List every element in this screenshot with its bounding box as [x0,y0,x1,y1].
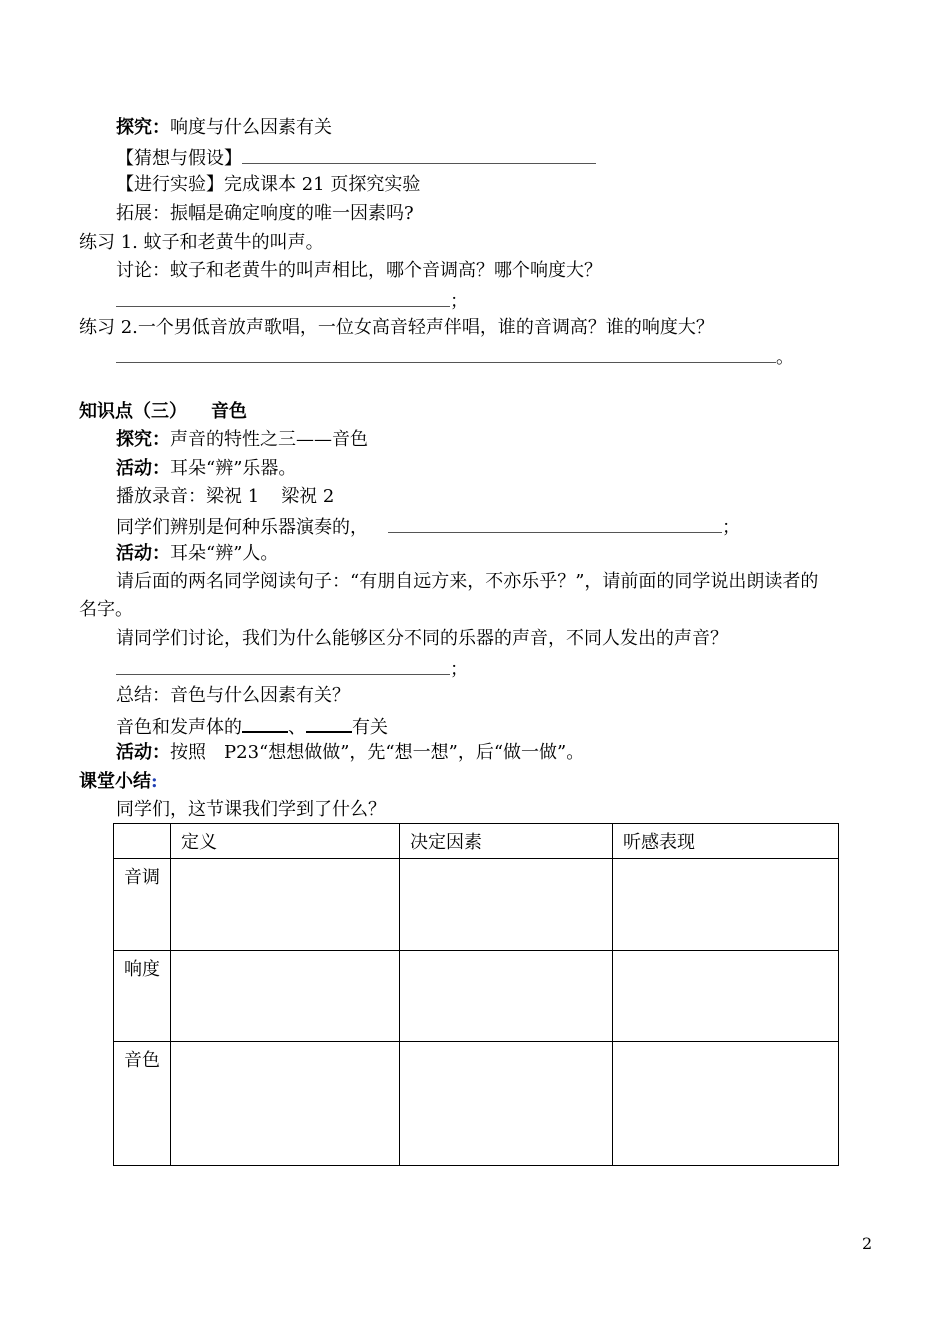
table-header-row [114,824,839,859]
identify-blank[interactable] [388,514,722,533]
relation-after: 有关 [352,717,388,738]
table-cell[interactable] [613,859,839,951]
explore-timbre-label: 探究： [116,429,170,450]
exercise1-blank[interactable] [116,288,450,307]
relation-blank-2[interactable] [306,713,352,733]
discuss-line: 请同学们讨论，我们为什么能够区分不同的乐器的声音，不同人发出的声音？ [116,628,728,649]
table-header-cell: 听感表现 [613,824,839,859]
experiment-line [116,173,420,197]
discuss-blank[interactable] [116,656,450,675]
table-row [114,859,839,951]
section3-title: 知识点（三） [79,401,187,422]
experiment-text: 完成课本 21 页探究实验 [224,174,421,195]
table-cell[interactable] [400,1042,613,1166]
table-row [114,951,839,1042]
timbre-relation [116,713,388,740]
guess-label: 【猜想与假设】 [116,148,242,169]
guess-line [116,145,596,171]
activity2-text: 耳朵“辨”人。 [170,543,279,564]
summary-question: 总结：音色与什么因素有关？ [116,685,350,706]
explore-timbre-text: 声音的特性之三——音色 [170,429,368,450]
recording-text1: 播放录音：梁祝 1 [116,486,260,507]
reading-line1: 请后面的两名同学阅读句子：“有朋自远方来，不亦乐乎？”，请前面的同学说出朗读者的 [116,571,819,592]
table-cell[interactable] [171,859,400,951]
row-label-loudness: 响度 [114,951,171,1042]
exercise1-title: 练习 1. 蚊子和老黄牛的叫声。 [79,232,324,253]
summary-table [113,823,839,1166]
explore-text: 响度与什么因素有关 [170,117,332,138]
class-summary-prompt: 同学们，这节课我们学到了什么？ [116,799,386,820]
table-cell[interactable] [400,951,613,1042]
identify-end: ； [722,517,740,538]
explore-timbre [116,428,368,452]
activity1-text: 耳朵“辨”乐器。 [170,458,297,479]
guess-blank[interactable] [242,145,596,164]
table-header-cell: 定义 [171,824,400,859]
activity3 [116,741,584,765]
identify-text: 同学们辨别是何种乐器演奏的， [116,517,368,538]
table-row [114,1042,839,1166]
activity3-label: 活动： [116,742,170,763]
reading-line2: 名字。 [79,599,133,620]
recording-text2: 梁祝 2 [281,486,335,507]
section3-topic: 音色 [211,401,247,422]
activity2 [116,542,278,566]
exercise2-blank[interactable] [116,344,776,363]
exercise2-question: 练习 2.一个男低音放声歌唱，一位女高音轻声伴唱，谁的音调高？谁的响度大？ [79,317,714,338]
exercise1-question: 讨论：蚊子和老黄牛的叫声相比，哪个音调高？哪个响度大？ [116,260,602,281]
class-summary-label: 课堂小结 [79,771,151,792]
row-label-timbre: 音色 [114,1042,171,1166]
table-header-cell: 决定因素 [400,824,613,859]
explore-label: 探究： [116,117,170,138]
class-summary-colon: : [151,771,158,792]
discuss-end: ； [450,659,468,680]
exercise2-end: 。 [776,347,794,368]
row-label-pitch: 音调 [114,859,171,951]
page-number: 2 [862,1234,873,1253]
relation-before: 音色和发声体的 [116,717,242,738]
activity2-label: 活动： [116,543,170,564]
relation-blank-1[interactable] [242,713,288,733]
activity1-label: 活动： [116,458,170,479]
table-cell[interactable] [613,951,839,1042]
explore-loudness [116,116,332,140]
relation-sep: 、 [288,717,306,738]
recording-line [116,485,334,509]
table-header-cell [114,824,171,859]
extension-line: 拓展：振幅是确定响度的唯一因素吗? [116,203,414,224]
identify-line [116,514,740,540]
experiment-label: 【进行实验】 [116,174,224,195]
table-cell[interactable] [613,1042,839,1166]
discuss-answer [116,656,468,682]
activity3-text: 按照 P23“想想做做”，先“想一想”，后“做一做”。 [170,742,585,763]
table-cell[interactable] [171,1042,400,1166]
exercise1-answer [116,288,468,314]
section3-heading [79,400,247,424]
class-summary-title [79,770,158,794]
table-cell[interactable] [171,951,400,1042]
table-cell[interactable] [400,859,613,951]
activity1 [116,457,296,481]
exercise2-answer [116,344,794,370]
exercise1-end: ； [450,291,468,312]
